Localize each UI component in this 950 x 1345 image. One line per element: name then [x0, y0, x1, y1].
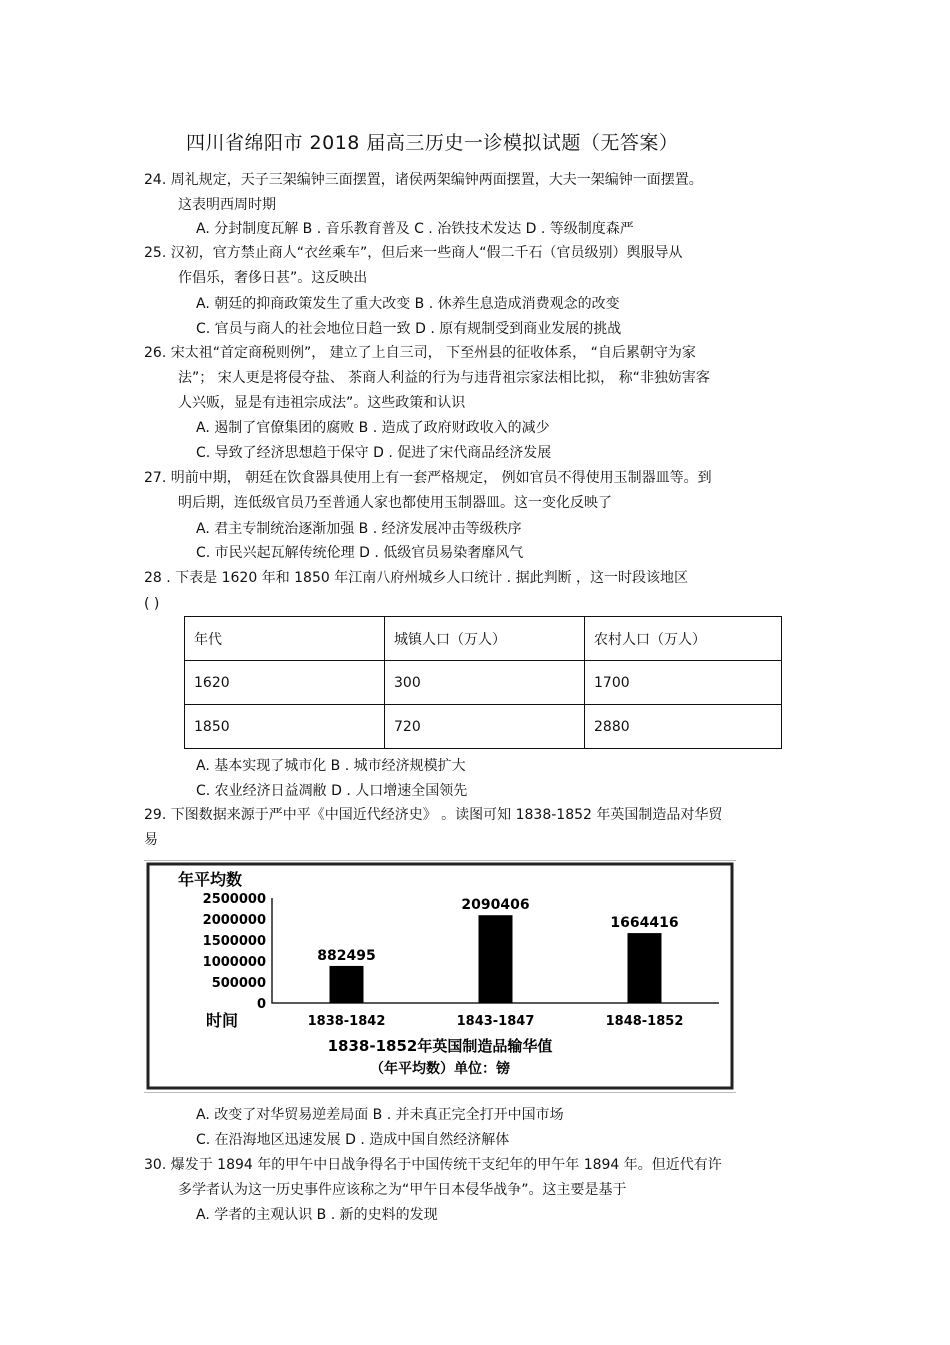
q30-line-2: 多学者认为这一历史事件应该称之为“甲午日本侵华战争”。这主要是基于: [178, 1182, 627, 1198]
q26-line-3: 人兴贩，显是有违祖宗成法”。这些政策和认识: [178, 395, 466, 411]
q25-options-ab: A. 朝廷的抑商政策发生了重大改变 B . 休养生息造成消费观念的改变: [196, 296, 620, 312]
q28-options-cd: C. 农业经济日益凋敝 D . 人口增速全国领先: [196, 783, 468, 799]
q26-options-cd: C. 导致了经济思想趋于保守 D . 促进了宋代商品经济发展: [196, 445, 552, 461]
q24-line-1: 24. 周礼规定，天子三架编钟三面摆置，诸侯两架编钟两面摆置，大夫一架编钟一面摆置。: [144, 172, 703, 188]
q25-line-1: 25. 汉初，官方禁止商人“衣丝乘车”，但后来一些商人“假二千石（官员级别）舆服导从: [144, 245, 683, 261]
y-tick-label: 1000000: [202, 955, 266, 970]
bar-1848-1852: [628, 933, 662, 1003]
q29-line-2: 易: [144, 832, 158, 848]
q24-line-2: 这表明西周时期: [178, 197, 276, 213]
table-header-cell: 农村人口（万人）: [585, 617, 782, 661]
table-cell: 1620: [185, 661, 385, 705]
q25-line-2: 作倡乐，奢侈日甚”。这反映出: [178, 270, 368, 286]
table-cell: 300: [385, 661, 585, 705]
chart-subtitle: （年平均数）单位：镑: [370, 1061, 510, 1077]
q25-options-cd: C. 官员与商人的社会地位日趋一致 D . 原有规制受到商业发展的挑战: [196, 321, 622, 337]
table-header-cell: 年代: [185, 617, 385, 661]
q29-line-1: 29. 下图数据来源于严中平《中国近代经济史》 。读图可知 1838-1852 年英国制造品对华贸: [144, 807, 723, 823]
chart-title: 1838-1852年英国制造品输华值: [327, 1037, 553, 1055]
q30-line-1: 30. 爆发于 1894 年的甲午中日战争得名于中国传统干支纪年的甲午年 1894 年。但近代有许: [144, 1157, 722, 1173]
export-chart: [144, 860, 736, 1092]
q27-line-1: 27. 明前中期， 朝廷在饮食器具使用上有一套严格规定， 例如官员不得使用玉制器皿等。到: [144, 470, 712, 486]
q27-options-cd: C. 市民兴起瓦解传统伦理 D . 低级官员易染奢靡风气: [196, 545, 524, 561]
q26-line-1: 26. 宋太祖“首定商税则例”， 建立了上自三司， 下至州县的征收体系， “自后累朝守为家: [144, 345, 696, 361]
q28-options-ab: A. 基本实现了城市化 B . 城市经济规模扩大: [196, 758, 466, 774]
table-cell: 1700: [585, 661, 782, 705]
q28-line-2: ( ): [144, 596, 160, 612]
table-row: [185, 661, 782, 705]
q26-options-ab: A. 遏制了官僚集团的腐败 B . 造成了政府财政收入的减少: [196, 420, 550, 436]
y-axis-label: 年平均数: [178, 870, 243, 889]
chart-bottom-rule: [144, 1092, 736, 1093]
y-tick-label: 2500000: [202, 892, 266, 907]
table-cell: 720: [385, 705, 585, 749]
y-tick-label: 500000: [211, 976, 266, 991]
y-tick-label: 2000000: [202, 913, 266, 928]
table-header-row: [185, 617, 782, 661]
population-table: [184, 616, 782, 749]
q27-line-2: 明后期，连低级官员乃至普通人家也都使用玉制器皿。这一变化反映了: [178, 495, 612, 511]
bar-value-label: 882495: [317, 947, 376, 964]
table-cell: 1850: [185, 705, 385, 749]
bar-value-label: 1664416: [610, 915, 679, 932]
table-header-cell: 城镇人口（万人）: [385, 617, 585, 661]
q29-options-ab: A. 改变了对华贸易逆差局面 B . 并未真正完全打开中国市场: [196, 1107, 564, 1123]
x-tick-label: 1838-1842: [307, 1014, 386, 1029]
table-cell: 2880: [585, 705, 782, 749]
bar-value-label: 2090406: [461, 897, 530, 914]
y-tick-label: 1500000: [202, 934, 266, 949]
q28-line-1: 28 . 下表是 1620 年和 1850 年江南八府州城乡人口统计 . 据此判断 ，这一时段该地区: [144, 570, 689, 586]
page-title: 四川省绵阳市 2018 届高三历史一诊模拟试题（无答案）: [186, 132, 679, 154]
bar-1843-1847: [479, 915, 513, 1003]
q30-options-ab: A. 学者的主观认识 B . 新的史料的发现: [196, 1207, 438, 1223]
x-tick-label: 1848-1852: [605, 1014, 684, 1029]
q24-options: A. 分封制度瓦解 B . 音乐教育普及 C . 冶铁技术发达 D . 等级制度森严: [196, 221, 634, 237]
q26-line-2: 法”； 宋人更是将侵夺盐、 茶商人利益的行为与违背祖宗家法相比拟， 称“非独妨害客: [178, 370, 710, 386]
bar-1838-1842: [330, 966, 364, 1003]
y-tick-label: 0: [256, 997, 266, 1012]
bar-chart-svg: [144, 860, 736, 1092]
x-tick-label: 1843-1847: [456, 1014, 535, 1029]
table-row: [185, 705, 782, 749]
q29-options-cd: C. 在沿海地区迅速发展 D . 造成中国自然经济解体: [196, 1132, 510, 1148]
q27-options-ab: A. 君主专制统治逐渐加强 B . 经济发展冲击等级秩序: [196, 521, 522, 537]
x-axis-label: 时间: [206, 1011, 239, 1030]
